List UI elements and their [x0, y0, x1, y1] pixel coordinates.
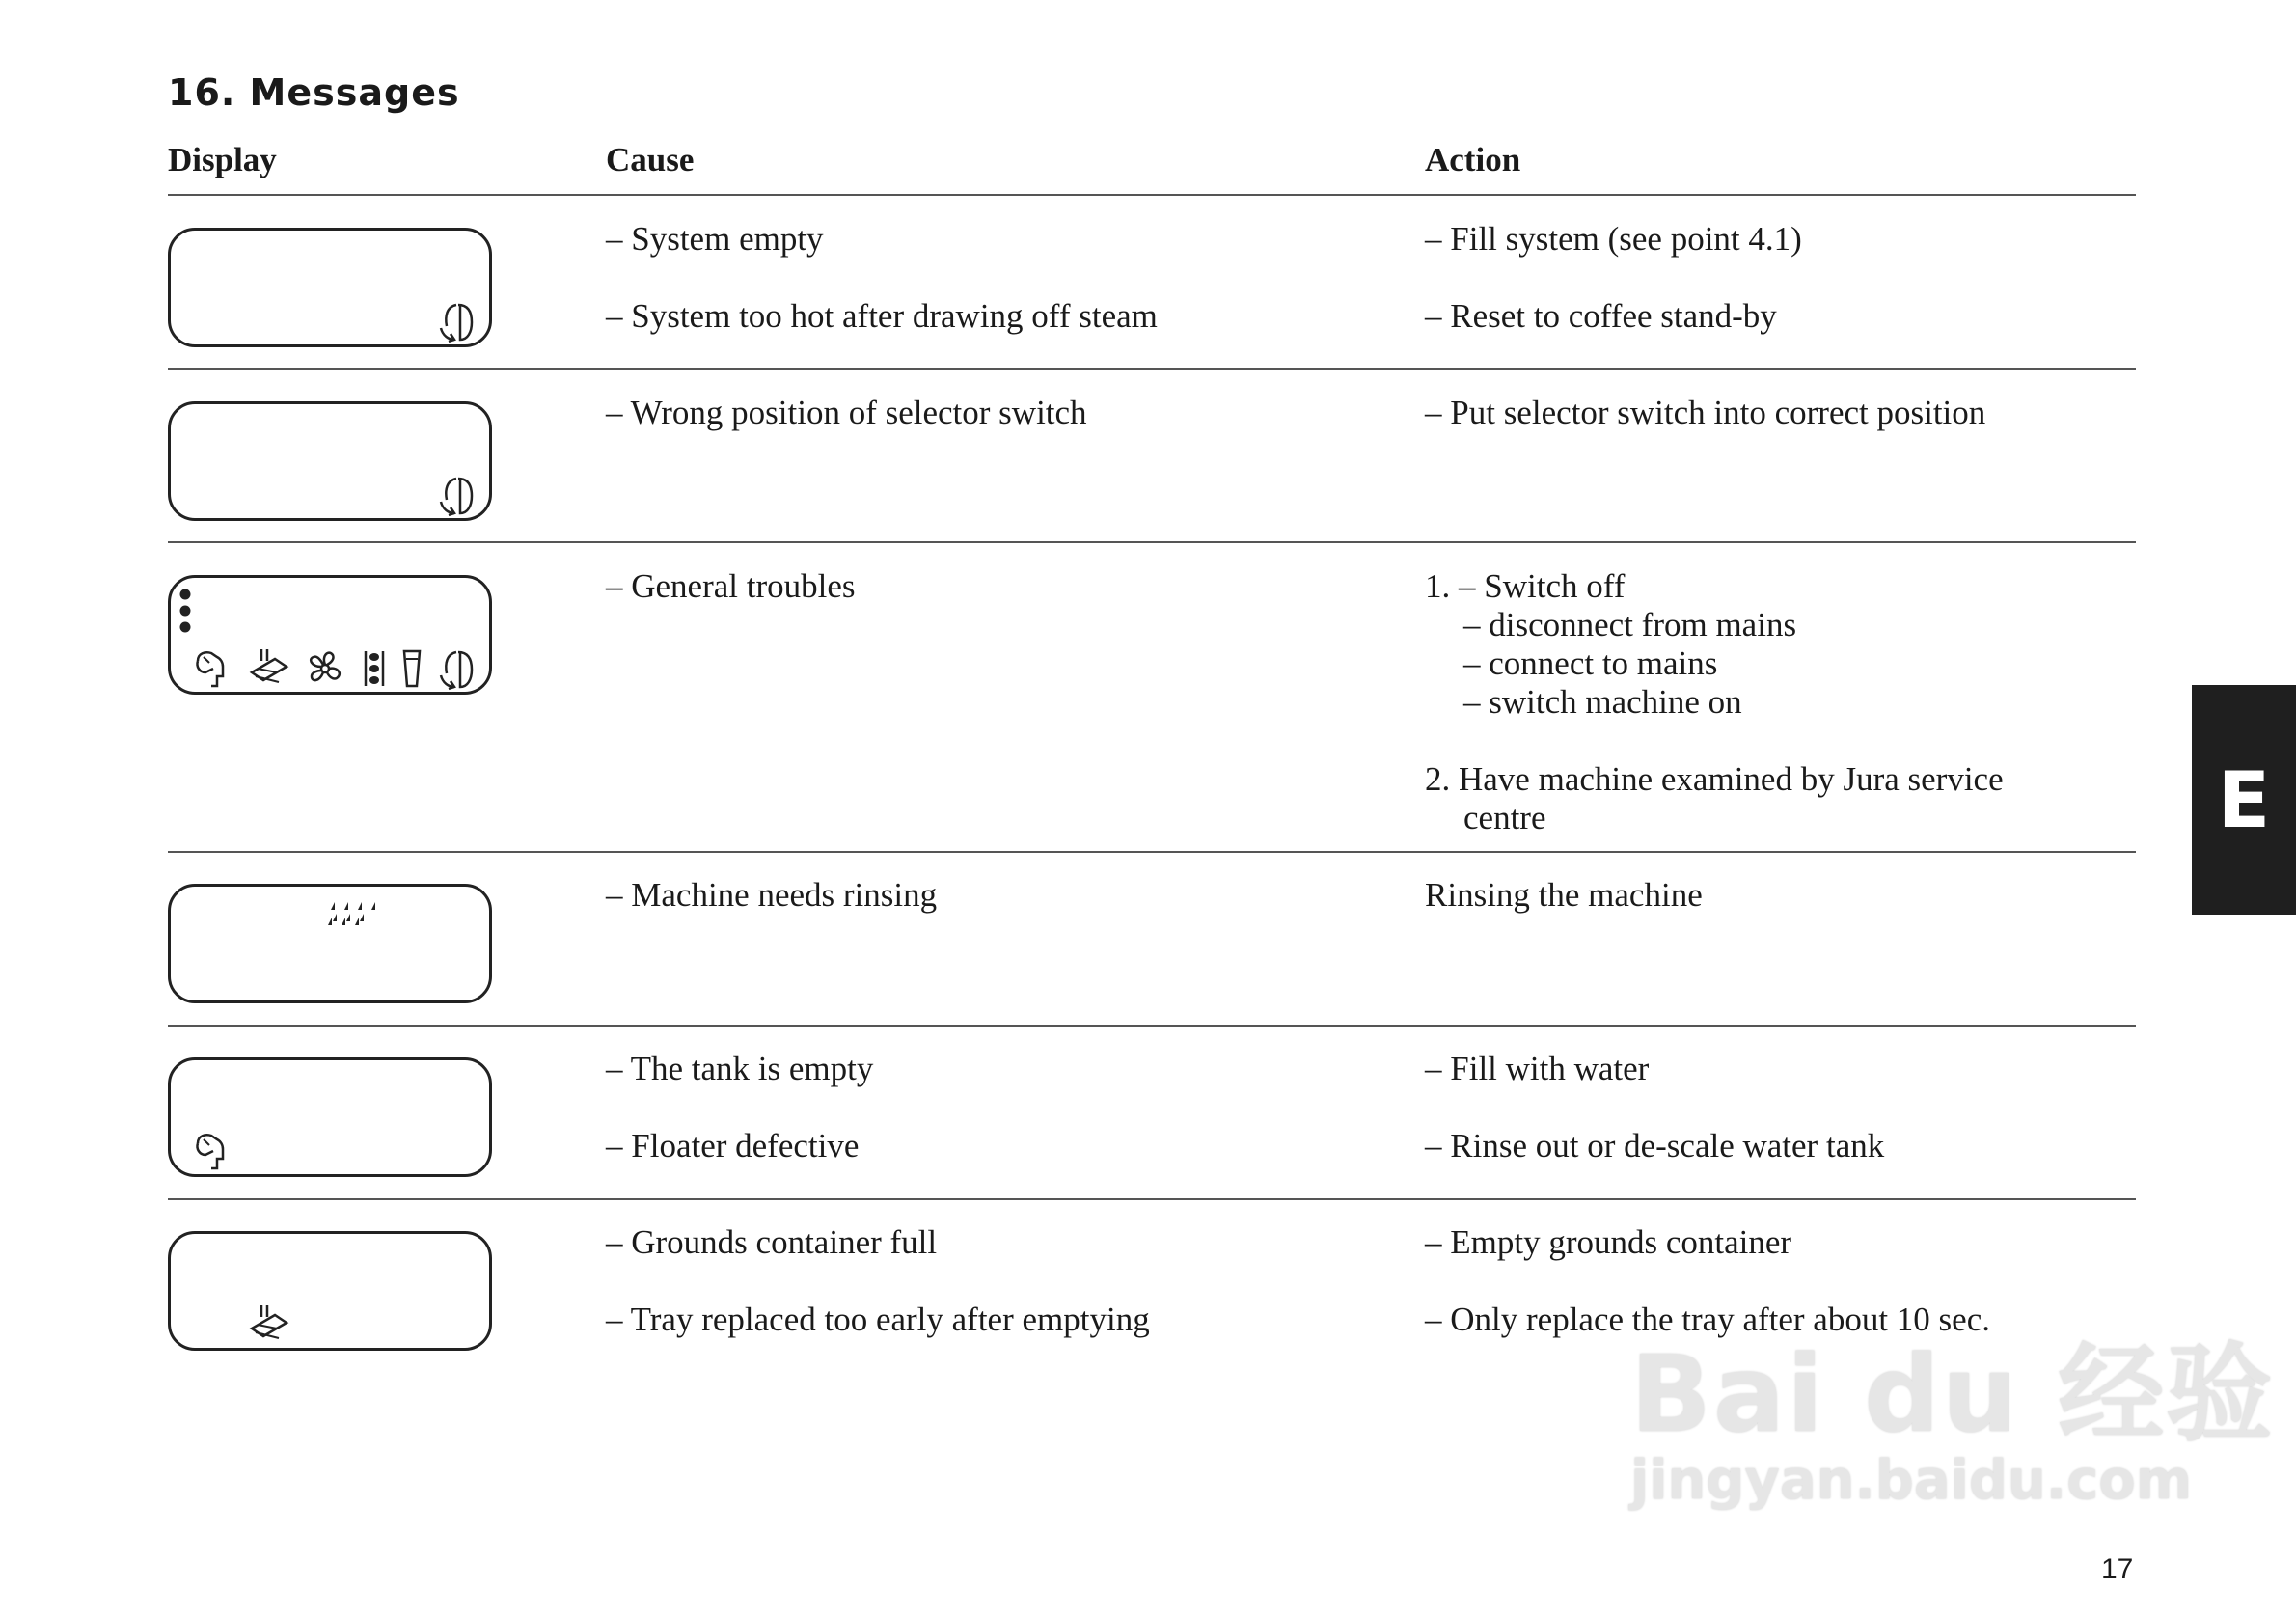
row-divider	[168, 368, 2136, 370]
rinse-icon	[325, 900, 379, 933]
grounds-container-icon	[248, 647, 290, 690]
display-panel	[168, 575, 492, 695]
row-divider	[168, 541, 2136, 543]
header-divider	[168, 194, 2136, 196]
display-panel	[168, 884, 492, 1003]
cause-text: – System empty	[606, 220, 824, 258]
fan-icon	[304, 647, 346, 690]
row-divider	[168, 1025, 2136, 1027]
cup-icon	[400, 647, 424, 690]
action-text: – switch machine on	[1463, 683, 1742, 721]
water-tank-icon	[192, 1130, 231, 1172]
display-panel	[168, 1231, 492, 1351]
column-header-display: Display	[168, 141, 277, 178]
cause-text: – Machine needs rinsing	[606, 876, 938, 914]
action-text: – disconnect from mains	[1463, 606, 1797, 644]
page-title: 16. Messages	[168, 71, 460, 114]
watermark-line-1: Bai du 经验	[1630, 1332, 2275, 1456]
action-text: – Fill system (see point 4.1)	[1425, 220, 1802, 258]
cause-text: – Tray replaced too early after emptying	[606, 1301, 1150, 1338]
action-text: – Only replace the tray after about 10 sec.	[1425, 1301, 1990, 1338]
row-divider	[168, 1198, 2136, 1200]
cause-text: – Floater defective	[606, 1127, 860, 1165]
action-text: 2. Have machine examined by Jura service	[1425, 760, 2004, 798]
selector-switch-icon	[437, 648, 476, 691]
grounds-container-icon	[248, 1303, 290, 1346]
action-text: centre	[1463, 799, 1546, 836]
display-panel	[168, 401, 492, 521]
page-number: 17	[2101, 1553, 2134, 1585]
cause-text: – Grounds container full	[606, 1223, 938, 1261]
action-text: – Reset to coffee stand-by	[1425, 297, 1777, 335]
cause-text: – The tank is empty	[606, 1050, 874, 1087]
action-text: 1. – Switch off	[1425, 567, 1626, 605]
selector-switch-icon	[437, 301, 476, 343]
section-tab: E	[2192, 685, 2296, 915]
action-text: – Rinse out or de-scale water tank	[1425, 1127, 1885, 1165]
display-panel	[168, 228, 492, 347]
selector-switch-icon	[437, 475, 476, 517]
cause-text: – Wrong position of selector switch	[606, 394, 1087, 431]
action-text: Rinsing the machine	[1425, 876, 1703, 914]
action-text: – Put selector switch into correct position	[1425, 394, 1986, 431]
action-text: – connect to mains	[1463, 644, 1718, 682]
coffee-beans-icon	[360, 647, 389, 690]
row-divider	[168, 851, 2136, 853]
display-panel	[168, 1057, 492, 1177]
watermark-line-2: jingyan.baidu.com	[1630, 1449, 2193, 1512]
cause-text: – General troubles	[606, 567, 856, 605]
column-header-action: Action	[1425, 141, 1521, 178]
action-text: – Empty grounds container	[1425, 1223, 1792, 1261]
action-text: – Fill with water	[1425, 1050, 1650, 1087]
water-tank-icon	[192, 647, 231, 690]
column-header-cause: Cause	[606, 141, 695, 178]
cause-text: – System too hot after drawing off steam	[606, 297, 1158, 335]
dots-icon	[178, 588, 192, 634]
watermark	[1630, 1332, 2275, 1515]
